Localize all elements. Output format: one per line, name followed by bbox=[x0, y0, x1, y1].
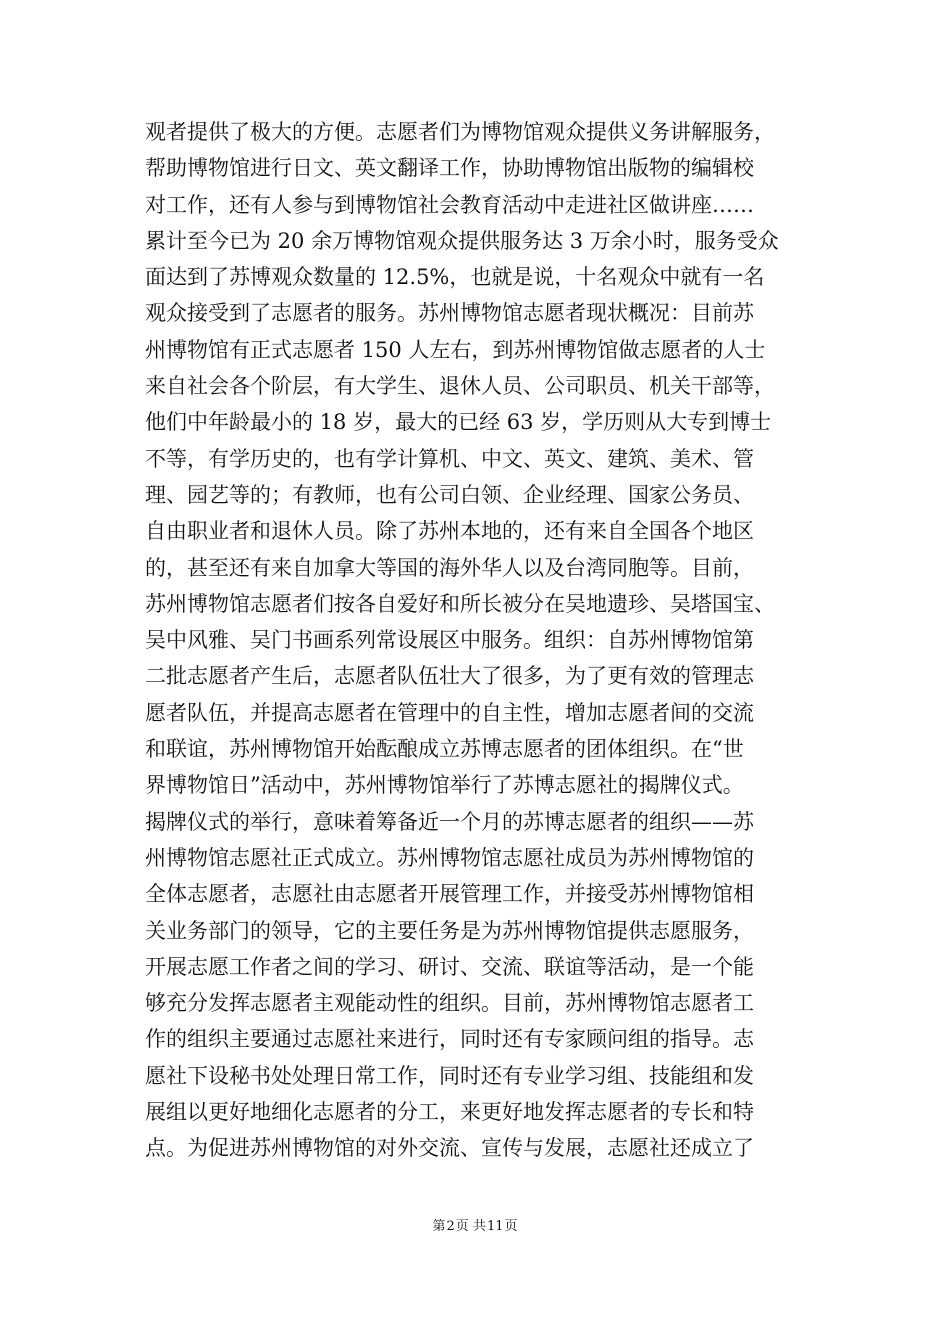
text-line: 愿者队伍，并提高志愿者在管理中的自主性，增加志愿者间的交流 bbox=[145, 700, 754, 725]
text-line: 愿社下设秘书处处理日常工作，同时还有专业学习组、技能组和发 bbox=[145, 1063, 754, 1088]
text-line: 开展志愿工作者之间的学习、研讨、交流、联谊等活动，是一个能 bbox=[145, 954, 754, 979]
text-line: 观众接受到了志愿者的服务。苏州博物馆志愿者现状概况：目前苏 bbox=[145, 301, 754, 326]
text-line: 州博物馆志愿社正式成立。苏州博物馆志愿社成员为苏州博物馆的 bbox=[145, 845, 754, 870]
footer-suffix: 页 bbox=[504, 1219, 518, 1234]
page-footer bbox=[0, 1218, 950, 1236]
text-line: 关业务部门的领导，它的主要任务是为苏州博物馆提供志愿服务， bbox=[145, 918, 754, 943]
text-line: 累计至今已为 20 余万博物馆观众提供服务达 3 万余小时，服务受众 bbox=[145, 228, 779, 253]
text-line: 他们中年龄最小的 18 岁，最大的已经 63 岁，学历则从大专到博士 bbox=[145, 410, 772, 435]
text-line: 自由职业者和退休人员。除了苏州本地的，还有来自全国各个地区 bbox=[145, 519, 754, 544]
text-line: 面达到了苏博观众数量的 12.5%，也就是说，十名观众中就有一名 bbox=[145, 265, 765, 290]
text-line: 全体志愿者，志愿社由志愿者开展管理工作，并接受苏州博物馆相 bbox=[145, 882, 754, 907]
text-line: 苏州博物馆志愿者们按各自爱好和所长被分在吴地遗珍、吴塔国宝、 bbox=[145, 591, 775, 616]
text-line: 揭牌仪式的举行，意味着筹备近一个月的苏博志愿者的组织——苏 bbox=[145, 809, 754, 834]
text-line: 界博物馆日”活动中，苏州博物馆举行了苏博志愿社的揭牌仪式。 bbox=[145, 773, 744, 798]
text-line: 州博物馆有正式志愿者 150 人左右，到苏州博物馆做志愿者的人士 bbox=[145, 337, 766, 362]
page-number: 2 bbox=[446, 1219, 455, 1234]
text-line: 来自社会各个阶层，有大学生、退休人员、公司职员、机关干部等， bbox=[145, 374, 775, 399]
text-line: 的，甚至还有来自加拿大等国的海外华人以及台湾同胞等。目前， bbox=[145, 555, 754, 580]
text-line: 观者提供了极大的方便。志愿者们为博物馆观众提供义务讲解服务， bbox=[145, 120, 775, 144]
text-line: 展组以更好地细化志愿者的分工，来更好地发挥志愿者的专长和特 bbox=[145, 1100, 754, 1125]
text-line: 二批志愿者产生后，志愿者队伍壮大了很多，为了更有效的管理志 bbox=[145, 664, 754, 689]
body-text bbox=[145, 114, 815, 1167]
text-line: 理、园艺等的；有教师，也有公司白领、企业经理、国家公务员、 bbox=[145, 482, 754, 507]
text-line: 够充分发挥志愿者主观能动性的组织。目前，苏州博物馆志愿者工 bbox=[145, 991, 754, 1016]
text-line: 点。为促进苏州博物馆的对外交流、宣传与发展，志愿社还成立了 bbox=[145, 1136, 754, 1161]
text-line: 对工作，还有人参与到博物馆社会教育活动中走进社区做讲座…… bbox=[145, 192, 754, 217]
total-pages: 11 bbox=[486, 1219, 504, 1234]
footer-prefix: 第 bbox=[432, 1219, 446, 1234]
text-line: 帮助博物馆进行日文、英文翻译工作，协助博物馆出版物的编辑校 bbox=[145, 156, 754, 181]
text-line: 吴中风雅、吴门书画系列常设展区中服务。组织：自苏州博物馆第 bbox=[145, 628, 754, 653]
text-line: 和联谊，苏州博物馆开始酝酿成立苏博志愿者的团体组织。在“世 bbox=[145, 737, 744, 762]
text-line: 不等，有学历史的，也有学计算机、中文、英文、建筑、美术、管 bbox=[145, 446, 754, 471]
footer-middle: 页 共 bbox=[455, 1219, 486, 1234]
text-line: 作的组织主要通过志愿社来进行，同时还有专家顾问组的指导。志 bbox=[145, 1027, 754, 1052]
